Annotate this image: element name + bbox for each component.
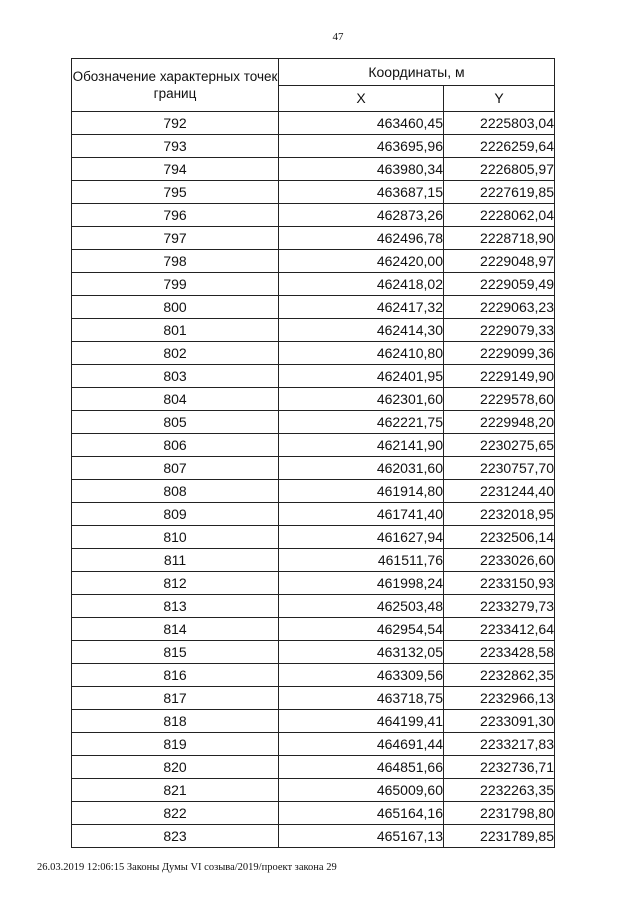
table-row [72,434,555,457]
table-row [72,112,555,135]
y-cell: 2233091,30 [444,710,555,733]
y-cell: 2228718,90 [444,227,555,250]
x-cell: 461998,24 [279,572,444,595]
table-row [72,457,555,480]
x-cell: 462503,48 [279,595,444,618]
table-row [72,595,555,618]
table-row [72,204,555,227]
point-cell: 792 [72,112,279,135]
header-y: Y [444,85,555,112]
point-cell: 819 [72,733,279,756]
point-cell: 794 [72,158,279,181]
table-row [72,480,555,503]
x-cell: 463687,15 [279,181,444,204]
footer-stamp: 26.03.2019 12:06:15 Законы Думы VI созыва/2019/проект закона 29 [37,862,337,873]
point-cell: 823 [72,825,279,848]
x-cell: 463309,56 [279,664,444,687]
y-cell: 2231244,40 [444,480,555,503]
table-row [72,664,555,687]
table-row [72,572,555,595]
y-cell: 2229948,20 [444,411,555,434]
table-row [72,250,555,273]
point-cell: 800 [72,296,279,319]
point-cell: 816 [72,664,279,687]
table-row [72,411,555,434]
page-number: 47 [332,31,344,43]
x-cell: 461914,80 [279,480,444,503]
x-cell: 462141,90 [279,434,444,457]
point-cell: 813 [72,595,279,618]
point-cell: 820 [72,756,279,779]
x-cell: 462418,02 [279,273,444,296]
table-row [72,273,555,296]
point-cell: 817 [72,687,279,710]
table-row [72,825,555,848]
y-cell: 2232736,71 [444,756,555,779]
table-row [72,549,555,572]
y-cell: 2231789,85 [444,825,555,848]
point-cell: 805 [72,411,279,434]
table-row [72,779,555,802]
table-row [72,503,555,526]
y-cell: 2230757,70 [444,457,555,480]
x-cell: 465164,16 [279,802,444,825]
x-cell: 461741,40 [279,503,444,526]
x-cell: 464691,44 [279,733,444,756]
y-cell: 2233217,83 [444,733,555,756]
header-point-designation: Обозначение характерных точек границ [72,59,279,112]
point-cell: 812 [72,572,279,595]
x-cell: 463980,34 [279,158,444,181]
x-cell: 462401,95 [279,365,444,388]
y-cell: 2233026,60 [444,549,555,572]
y-cell: 2228062,04 [444,204,555,227]
y-cell: 2233150,93 [444,572,555,595]
point-cell: 809 [72,503,279,526]
y-cell: 2232966,13 [444,687,555,710]
header-coordinates: Координаты, м [279,59,555,86]
y-cell: 2229079,33 [444,319,555,342]
point-cell: 799 [72,273,279,296]
x-cell: 462954,54 [279,618,444,641]
table-row [72,158,555,181]
table-row [72,365,555,388]
y-cell: 2229099,36 [444,342,555,365]
table-row [72,135,555,158]
table-row [72,618,555,641]
x-cell: 462420,00 [279,250,444,273]
y-cell: 2229063,23 [444,296,555,319]
table-row [72,227,555,250]
table-row [72,641,555,664]
y-cell: 2232263,35 [444,779,555,802]
x-cell: 462221,75 [279,411,444,434]
table-row [72,319,555,342]
y-cell: 2229578,60 [444,388,555,411]
table-row [72,388,555,411]
x-cell: 462414,30 [279,319,444,342]
y-cell: 2229048,97 [444,250,555,273]
table-row [72,733,555,756]
point-cell: 795 [72,181,279,204]
x-cell: 462301,60 [279,388,444,411]
point-cell: 822 [72,802,279,825]
point-cell: 818 [72,710,279,733]
y-cell: 2232018,95 [444,503,555,526]
point-cell: 798 [72,250,279,273]
table-row [72,296,555,319]
y-cell: 2232862,35 [444,664,555,687]
table-row [72,756,555,779]
table-row [72,526,555,549]
table-row [72,710,555,733]
y-cell: 2226805,97 [444,158,555,181]
point-cell: 793 [72,135,279,158]
point-cell: 801 [72,319,279,342]
point-cell: 796 [72,204,279,227]
point-cell: 807 [72,457,279,480]
y-cell: 2230275,65 [444,434,555,457]
point-cell: 806 [72,434,279,457]
table-body [72,112,555,848]
y-cell: 2225803,04 [444,112,555,135]
y-cell: 2227619,85 [444,181,555,204]
table-row [72,181,555,204]
x-cell: 463695,96 [279,135,444,158]
point-cell: 802 [72,342,279,365]
y-cell: 2229149,90 [444,365,555,388]
x-cell: 462873,26 [279,204,444,227]
point-cell: 797 [72,227,279,250]
x-cell: 463460,45 [279,112,444,135]
point-cell: 814 [72,618,279,641]
y-cell: 2229059,49 [444,273,555,296]
coordinates-table [71,58,555,848]
x-cell: 465009,60 [279,779,444,802]
point-cell: 811 [72,549,279,572]
table-row [72,802,555,825]
point-cell: 815 [72,641,279,664]
x-cell: 462410,80 [279,342,444,365]
point-cell: 803 [72,365,279,388]
point-cell: 821 [72,779,279,802]
point-cell: 810 [72,526,279,549]
point-cell: 808 [72,480,279,503]
x-cell: 463718,75 [279,687,444,710]
x-cell: 463132,05 [279,641,444,664]
x-cell: 464199,41 [279,710,444,733]
table-row [72,687,555,710]
header-x: X [279,85,444,112]
x-cell: 462496,78 [279,227,444,250]
x-cell: 462031,60 [279,457,444,480]
x-cell: 461511,76 [279,549,444,572]
y-cell: 2233279,73 [444,595,555,618]
x-cell: 462417,32 [279,296,444,319]
y-cell: 2233428,58 [444,641,555,664]
y-cell: 2232506,14 [444,526,555,549]
x-cell: 465167,13 [279,825,444,848]
point-cell: 804 [72,388,279,411]
y-cell: 2233412,64 [444,618,555,641]
y-cell: 2231798,80 [444,802,555,825]
x-cell: 464851,66 [279,756,444,779]
table-row [72,342,555,365]
y-cell: 2226259,64 [444,135,555,158]
x-cell: 461627,94 [279,526,444,549]
